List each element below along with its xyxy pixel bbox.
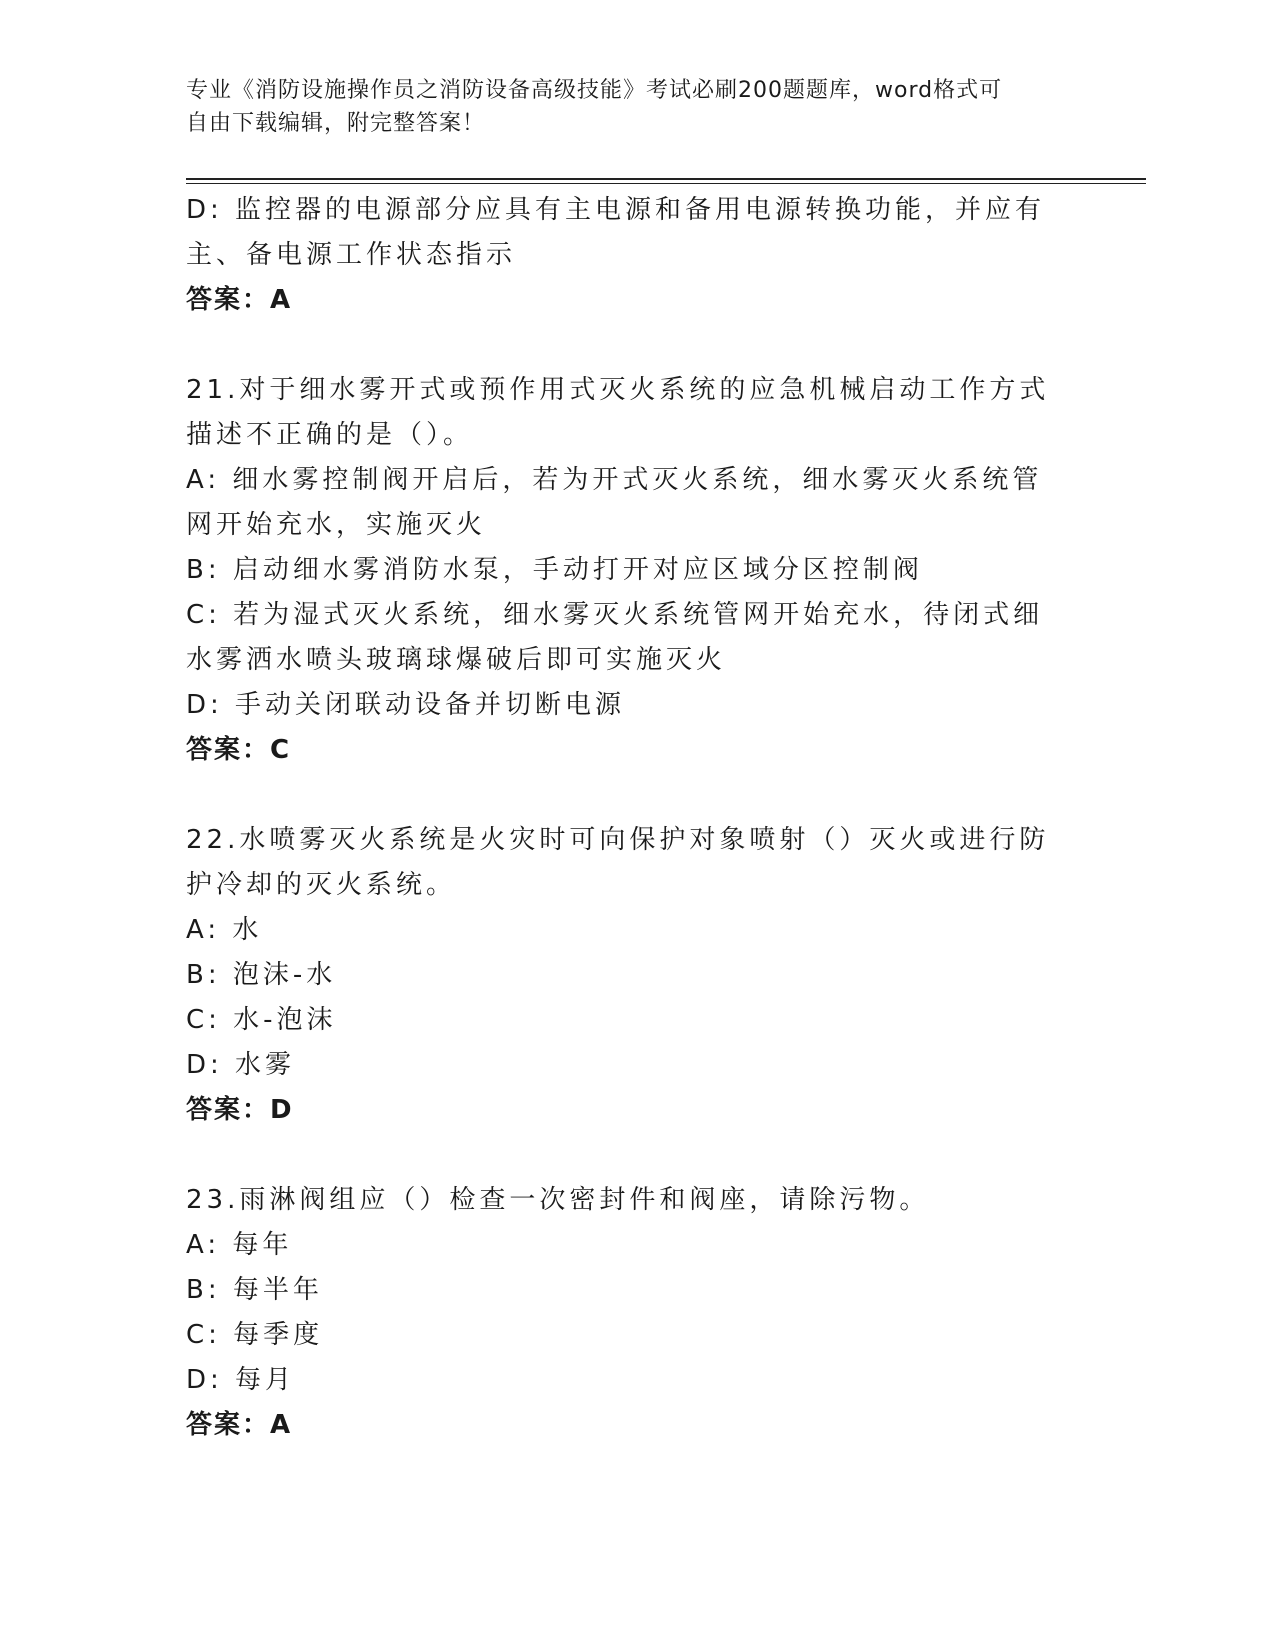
spacer — [186, 323, 1066, 368]
option-b: B: 每半年 — [186, 1275, 323, 1305]
option-a: A: 细水雾控制阀开启后，若为开式灭火系统，细水雾灭火系统管网开始充水，实施灭火 — [186, 465, 1043, 540]
document-content — [186, 188, 1066, 1448]
question-23 — [186, 1178, 1066, 1448]
question-stem: 22.水喷雾灭火系统是火灾时可向保护对象喷射（）灭火或进行防护冷却的灭火系统。 — [186, 825, 1050, 900]
option-b: B: 泡沫-水 — [186, 960, 337, 990]
question-21 — [186, 368, 1066, 773]
question-stem: 21.对于细水雾开式或预作用式灭火系统的应急机械启动工作方式描述不正确的是（）。 — [186, 375, 1050, 450]
header-title-line-1: 专业《消防设施操作员之消防设备高级技能》考试必刷200题题库，word格式可 — [186, 78, 1003, 103]
header-title-line-2: 自由下载编辑，附完整答案！ — [186, 111, 486, 136]
option-a: A: 每年 — [186, 1230, 293, 1260]
option-c: C: 水-泡沫 — [186, 1005, 337, 1035]
answer: 答案：A — [186, 1410, 293, 1440]
answer: 答案：C — [186, 735, 292, 765]
spacer — [186, 1133, 1066, 1178]
option-c: C: 若为湿式灭火系统，细水雾灭火系统管网开始充水，待闭式细水雾洒水喷头玻璃球爆破后即可实施灭火 — [186, 600, 1044, 675]
answer: 答案：D — [186, 1095, 294, 1125]
spacer — [186, 773, 1066, 818]
option-a: A: 水 — [186, 915, 263, 945]
option-c: C: 每季度 — [186, 1320, 324, 1350]
answer: 答案：A — [186, 285, 293, 315]
header-divider — [186, 178, 1146, 184]
document-page — [186, 0, 1146, 1650]
option-d: D: 每月 — [186, 1365, 296, 1395]
option-d: D: 监控器的电源部分应具有主电源和备用电源转换功能，并应有主、备电源工作状态指示 — [186, 195, 1046, 270]
option-d: D: 手动关闭联动设备并切断电源 — [186, 690, 626, 720]
option-b: B: 启动细水雾消防水泵，手动打开对应区域分区控制阀 — [186, 555, 923, 585]
option-d: D: 水雾 — [186, 1050, 296, 1080]
question-22 — [186, 818, 1066, 1133]
question-stem: 23.雨淋阀组应（）检查一次密封件和阀座，请除污物。 — [186, 1185, 930, 1215]
document-header — [186, 74, 1066, 140]
previous-question-tail — [186, 188, 1066, 323]
